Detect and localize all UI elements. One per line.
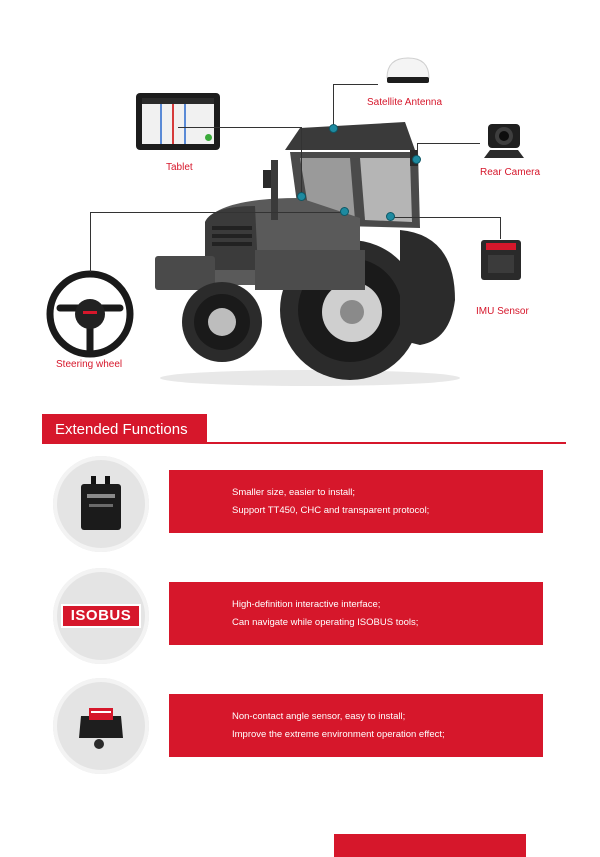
- connector-line: [90, 212, 91, 272]
- feature-box: [169, 694, 543, 757]
- feature-line: Smaller size, easier to install;: [232, 487, 356, 498]
- isobus-logo: ISOBUS: [61, 604, 141, 628]
- tablet-icon: [136, 93, 220, 150]
- tablet-label: Tablet: [166, 162, 193, 173]
- connector-line: [417, 143, 480, 144]
- feature-line: High-definition interactive interface;: [232, 599, 381, 610]
- feature-image-isobus: [53, 568, 149, 664]
- connector-line: [90, 212, 345, 213]
- connector-dot: [297, 192, 306, 201]
- tractor-diagram: [0, 0, 600, 400]
- satellite-antenna-label: Satellite Antenna: [367, 97, 443, 108]
- rear-camera-label: Rear Camera: [480, 167, 541, 178]
- feature-image-angle-sensor: [53, 678, 149, 774]
- imu-sensor-label: IMU Sensor: [476, 306, 529, 317]
- connector-dot: [340, 207, 349, 216]
- steering-wheel-icon: [45, 270, 135, 358]
- feature-line: Can navigate while operating ISOBUS tools;: [232, 617, 419, 628]
- satellite-antenna-icon: [383, 54, 433, 88]
- section-header: [42, 414, 207, 444]
- footer-accent-bar: [334, 834, 526, 857]
- feature-line: Improve the extreme environment operation effect;: [232, 729, 445, 740]
- section-divider: [207, 442, 566, 444]
- section-title: Extended Functions: [55, 421, 188, 438]
- receiver-box-icon: [77, 474, 125, 534]
- connector-line: [333, 84, 378, 85]
- angle-sensor-icon: [75, 702, 127, 752]
- feature-box: [169, 470, 543, 533]
- connector-line: [500, 217, 501, 239]
- connector-dot: [329, 124, 338, 133]
- feature-image-receiver: [53, 456, 149, 552]
- connector-line: [333, 84, 334, 128]
- connector-line: [390, 217, 500, 218]
- connector-line: [178, 127, 301, 128]
- rear-camera-icon: [480, 120, 526, 162]
- connector-line: [301, 127, 302, 197]
- feature-box: [169, 582, 543, 645]
- feature-line: Support TT450, CHC and transparent protocol;: [232, 505, 430, 516]
- steering-wheel-label: Steering wheel: [56, 359, 123, 370]
- feature-line: Non-contact angle sensor, easy to install;: [232, 711, 406, 722]
- connector-dot: [412, 155, 421, 164]
- connector-dot: [386, 212, 395, 221]
- imu-sensor-icon: [478, 237, 524, 283]
